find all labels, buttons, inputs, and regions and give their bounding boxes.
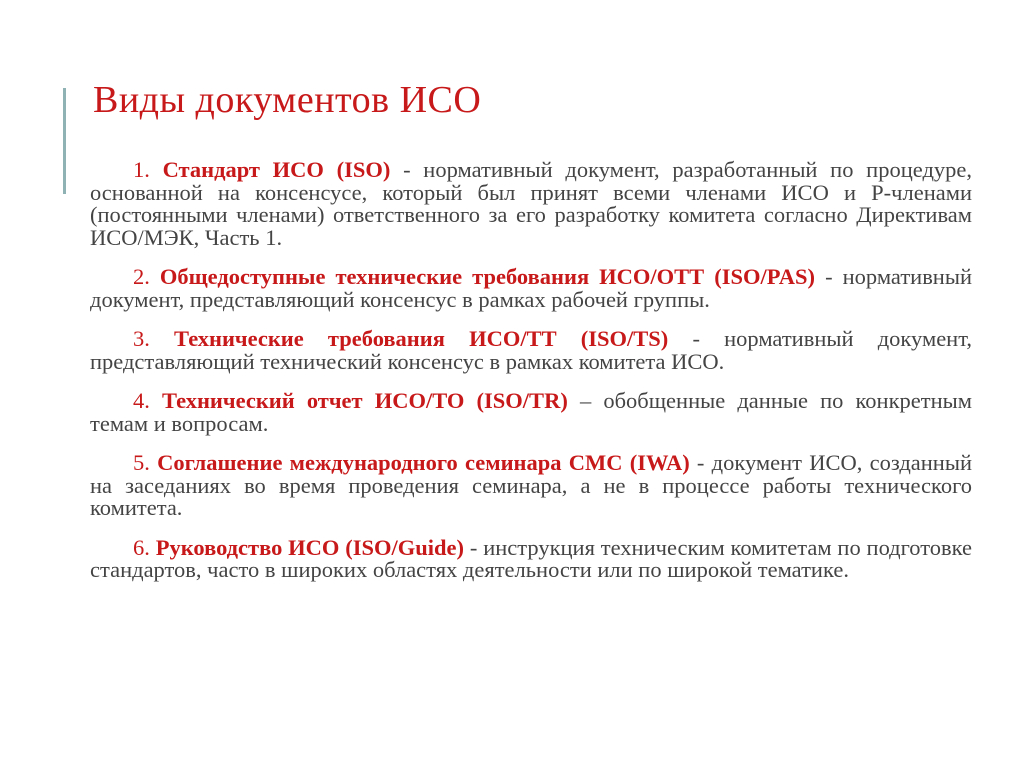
item-number: 3. (133, 326, 150, 351)
document-types-list (90, 159, 972, 599)
item-term: Соглашение международного семинара СМС (IWA) (157, 450, 690, 475)
list-item-iso-pas (90, 266, 972, 311)
item-description: нормативный документ, представляющий консенсус в рамках рабочей группы. (90, 264, 973, 312)
list-item-iso-guide (90, 534, 973, 582)
item-term: Технические требования ИСО/ТТ (ISO/TS) (174, 326, 669, 351)
list-item-iwa (90, 452, 972, 520)
item-term: Общедоступные технические требования ИСО/ОТТ (ISO/PAS) (159, 264, 816, 289)
item-number: 6. (133, 534, 150, 560)
list-item-iso-standard (90, 159, 972, 249)
item-number: 2. (133, 264, 150, 289)
item-term: Технический отчет ИСО/ТО (ISO/TR) (162, 388, 568, 413)
item-term: Стандарт ИСО (ISO) (162, 157, 391, 182)
item-description: документ ИСО, созданный на заседаниях во время проведения семинара, а не в процессе работы технического комитета. (90, 450, 972, 520)
item-separator: - (815, 264, 843, 289)
item-description: нормативный документ, представляющий технический консенсус в рамках комитета ИСО. (90, 326, 972, 374)
item-number: 5. (133, 450, 150, 475)
item-number: 1. (133, 157, 150, 182)
item-description: нормативный документ, разработанный по процедуре, основанной на консенсусе, который был принят всеми членами ИСО и Р-членами (постоянными членами) ответственного за его разработку комитета согласно Директивам ИСО/МЭК, Часть 1. (90, 157, 973, 250)
item-description: обобщенные данные по конкретным темам и вопросам. (90, 388, 973, 436)
slide-title: Виды документов ИСО (93, 79, 482, 121)
item-term: Руководство ИСО (ISO/Guide) (155, 534, 465, 560)
item-separator: – (567, 388, 604, 413)
list-item-iso-ts (90, 328, 972, 373)
item-separator: - (464, 534, 484, 560)
title-accent-bar (63, 88, 66, 194)
list-item-iso-tr (90, 390, 972, 435)
item-separator: - (689, 450, 712, 475)
item-separator: - (390, 157, 424, 182)
item-number: 4. (133, 388, 150, 413)
item-description: инструкция техническим комитетам по подготовке стандартов, часто в широких областях деятельности или по широкой тематике. (90, 534, 973, 582)
item-separator: - (668, 326, 725, 351)
